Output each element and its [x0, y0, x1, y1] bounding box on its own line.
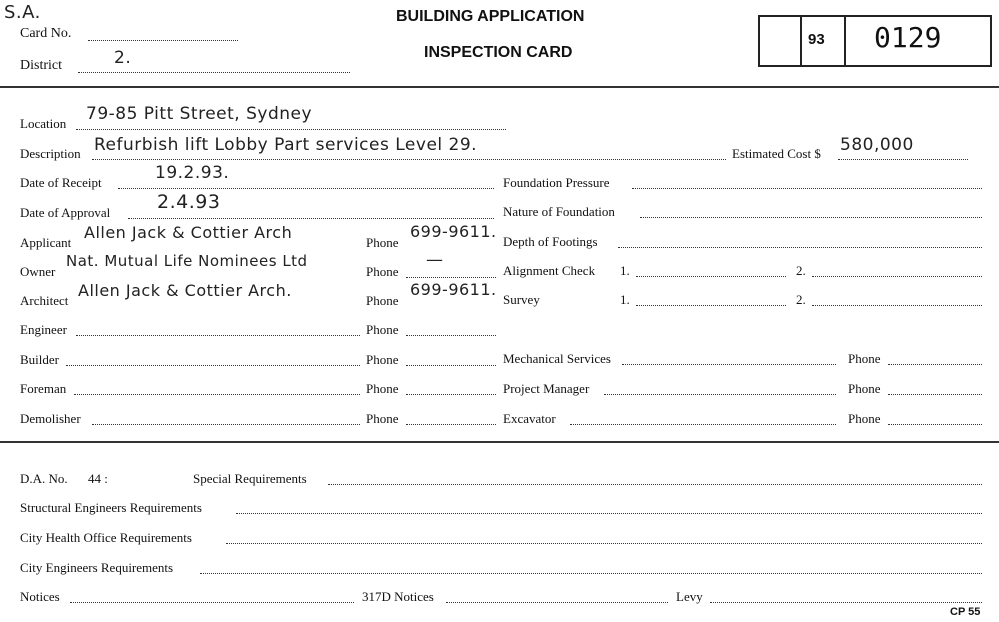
structural-requirements-field[interactable]	[236, 513, 982, 514]
date-receipt-label: Date of Receipt	[20, 175, 102, 190]
date-receipt-value: 19.2.93.	[155, 163, 230, 183]
alignment-2-field[interactable]	[812, 276, 982, 277]
notices-field[interactable]	[70, 602, 354, 603]
form-title-line2: INSPECTION CARD	[424, 44, 573, 61]
description-field[interactable]	[92, 159, 726, 160]
engineer-phone-label: Phone	[366, 322, 399, 337]
owner-phone-field[interactable]	[406, 277, 496, 278]
depth-footings-label: Depth of Footings	[503, 234, 598, 249]
alignment-2-label: 2.	[796, 263, 806, 278]
card-number-box	[758, 15, 992, 67]
survey-2-label: 2.	[796, 292, 806, 307]
card-number: 0129	[874, 21, 942, 54]
builder-label: Builder	[20, 352, 59, 367]
architect-phone-value: 699-9611.	[410, 280, 497, 299]
district-value: 2.	[114, 48, 132, 68]
estimated-cost-field[interactable]	[838, 159, 968, 160]
mechanical-phone-label: Phone	[848, 351, 881, 366]
date-receipt-field[interactable]	[118, 188, 494, 189]
divider-top	[0, 86, 999, 88]
applicant-phone-value: 699-9611.	[410, 222, 497, 241]
special-requirements-field[interactable]	[328, 484, 982, 485]
nature-foundation-label: Nature of Foundation	[503, 204, 615, 219]
foreman-phone-field[interactable]	[406, 394, 496, 395]
alignment-1-label: 1.	[620, 263, 630, 278]
alignment-1-field[interactable]	[636, 276, 786, 277]
levy-field[interactable]	[710, 602, 982, 603]
survey-1-label: 1.	[620, 292, 630, 307]
notices-317d-field[interactable]	[446, 602, 668, 603]
form-code: CP 55	[950, 606, 981, 618]
card-no-label: Card No.	[20, 26, 72, 41]
district-field[interactable]	[78, 72, 350, 73]
foreman-phone-label: Phone	[366, 381, 399, 396]
mechanical-phone-field[interactable]	[888, 364, 982, 365]
estimated-cost-value: 580,000	[840, 135, 914, 155]
card-year: 93	[808, 31, 825, 48]
owner-phone-label: Phone	[366, 264, 399, 279]
demolisher-phone-label: Phone	[366, 411, 399, 426]
da-no-value: 44 :	[88, 471, 108, 486]
location-label: Location	[20, 116, 67, 131]
owner-value: Nat. Mutual Life Nominees Ltd	[66, 252, 308, 270]
health-requirements-label: City Health Office Requirements	[20, 530, 192, 545]
project-manager-field[interactable]	[604, 394, 836, 395]
foreman-label: Foreman	[20, 381, 67, 396]
da-no-label: D.A. No.	[20, 471, 68, 486]
survey-2-field[interactable]	[812, 305, 982, 306]
engineer-phone-field[interactable]	[406, 335, 496, 336]
alignment-check-label: Alignment Check	[503, 263, 596, 278]
card-no-field[interactable]	[88, 40, 238, 41]
divider-middle	[0, 441, 999, 443]
owner-phone-value: —	[426, 250, 444, 270]
architect-phone-label: Phone	[366, 293, 399, 308]
survey-1-field[interactable]	[636, 305, 786, 306]
engineer-label: Engineer	[20, 322, 67, 337]
architect-label: Architect	[20, 293, 69, 308]
applicant-label: Applicant	[20, 235, 72, 250]
excavator-phone-label: Phone	[848, 411, 881, 426]
builder-phone-field[interactable]	[406, 365, 496, 366]
levy-label: Levy	[676, 589, 703, 604]
notices-label: Notices	[20, 589, 60, 604]
excavator-phone-field[interactable]	[888, 424, 982, 425]
notices-317d-label: 317D Notices	[362, 589, 434, 604]
depth-footings-field[interactable]	[618, 247, 982, 248]
location-value: 79-85 Pitt Street, Sydney	[86, 104, 313, 124]
foreman-field[interactable]	[74, 394, 360, 395]
date-approval-field[interactable]	[128, 218, 494, 219]
city-engineers-requirements-label: City Engineers Requirements	[20, 560, 174, 575]
description-label: Description	[20, 146, 81, 161]
city-engineers-requirements-field[interactable]	[200, 573, 982, 574]
project-manager-phone-field[interactable]	[888, 394, 982, 395]
district-label: District	[20, 58, 62, 73]
date-approval-label: Date of Approval	[20, 205, 111, 220]
foundation-pressure-label: Foundation Pressure	[503, 175, 610, 190]
health-requirements-field[interactable]	[226, 543, 982, 544]
survey-label: Survey	[503, 292, 540, 307]
estimated-cost-label: Estimated Cost $	[732, 146, 821, 161]
builder-field[interactable]	[66, 365, 360, 366]
location-field[interactable]	[76, 129, 506, 130]
engineer-field[interactable]	[76, 335, 360, 336]
demolisher-phone-field[interactable]	[406, 424, 496, 425]
project-manager-label: Project Manager	[503, 381, 590, 396]
applicant-phone-label: Phone	[366, 235, 399, 250]
date-approval-value: 2.4.93	[157, 191, 221, 213]
sa-mark: S.A.	[4, 2, 41, 23]
form-title-line1: BUILDING APPLICATION	[396, 8, 585, 25]
description-value: Refurbish lift Lobby Part services Level 29.	[94, 135, 478, 155]
demolisher-label: Demolisher	[20, 411, 81, 426]
owner-label: Owner	[20, 264, 56, 279]
builder-phone-label: Phone	[366, 352, 399, 367]
mechanical-services-label: Mechanical Services	[503, 351, 611, 366]
structural-requirements-label: Structural Engineers Requirements	[20, 500, 202, 515]
foundation-pressure-field[interactable]	[632, 188, 982, 189]
excavator-field[interactable]	[570, 424, 836, 425]
architect-value: Allen Jack & Cottier Arch.	[78, 281, 292, 300]
applicant-value: Allen Jack & Cottier Arch	[84, 223, 293, 242]
excavator-label: Excavator	[503, 411, 556, 426]
mechanical-services-field[interactable]	[622, 364, 836, 365]
project-manager-phone-label: Phone	[848, 381, 881, 396]
special-requirements-label: Special Requirements	[193, 471, 307, 486]
nature-foundation-field[interactable]	[640, 217, 982, 218]
demolisher-field[interactable]	[92, 424, 360, 425]
